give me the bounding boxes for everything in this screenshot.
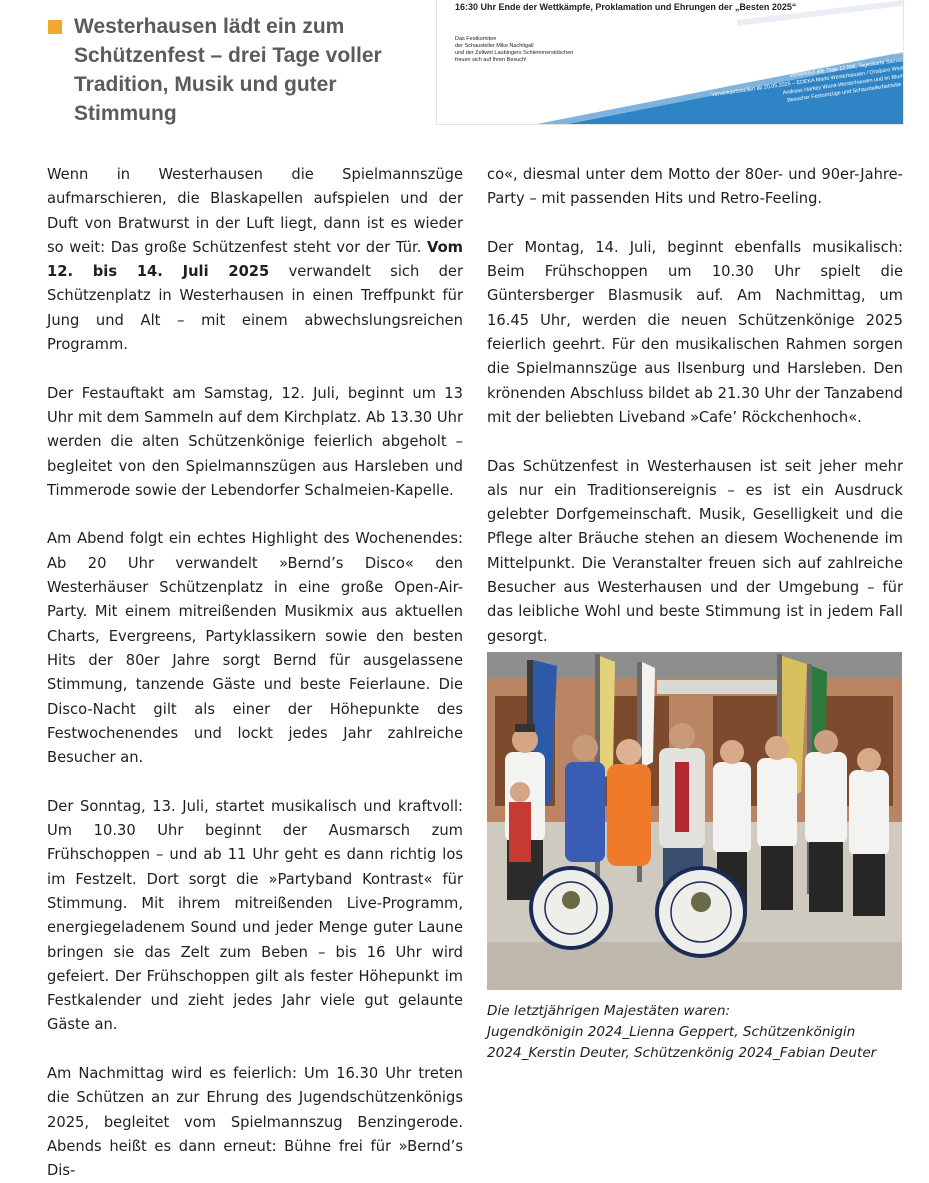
event-flyer-image — [437, 0, 929, 124]
article-paragraph — [47, 163, 463, 357]
headline-line: Schützenfest – drei Tage voller — [74, 44, 382, 67]
group-photo — [487, 652, 902, 990]
flyer-committee-text: Das Festkomitee der Schausteller Mike Nachtigall und der Zeltwirt Laubingers Schlemmerstübchen freuen sich auf Ihren Besuch! — [455, 36, 574, 63]
article-paragraph — [487, 455, 903, 649]
article-paragraph — [487, 163, 903, 212]
headline-marker — [48, 20, 62, 34]
paragraph-text: Am Nachmittag wird es feierlich: Um 16.30 Uhr treten die Schützen an zur Ehrung des Jugendschützenkönigs 2025, begleitet vom Spielmannszug Benzingerode. Abends heißt es dann erneut: Bühne frei für »Bernd’s Dis- — [47, 1064, 463, 1180]
headline-line: Westerhausen lädt ein zum — [74, 15, 345, 38]
headline-line: Stimmung — [74, 102, 177, 125]
headline-line: Tradition, Musik und guter — [74, 73, 337, 96]
article-paragraph — [47, 1062, 463, 1183]
article-column-left — [47, 163, 463, 1183]
caption-line: 2024_Kerstin Deuter, Schützenkönig 2024_Fabian Deuter — [487, 1045, 877, 1061]
article-paragraph — [47, 382, 463, 503]
paragraph-text: Der Sonntag, 13. Juli, startet musikalisch und kraftvoll: Um 10.30 Uhr beginnt der Ausmarsch zum Frühschoppen – und ab 11 Uhr geht es dann richtig los im Festzelt. Dort sorgt die »Partyband Kontrast« für Stimmung. Mit ihrem mitreißenden Live-Programm, energiegeladenem Sound und jeder Menge guter Laune bringen sie das Zelt zum Beben – bis 16 Uhr wird gefeiert. Der Frühschoppen gilt als fester Höhepunkt im Festkalender und zieht jedes Jahr viele gut gelaunte Gäste an. — [47, 797, 463, 1034]
group-photo-illustration — [487, 652, 902, 990]
emphasized-date: Vom 12. bis 14. Juli 2025 — [47, 238, 463, 281]
flyer-schedule-line: 16:30 Uhr Ende der Wettkämpfe, Proklamation und Ehrungen der „Besten 2025“ — [455, 2, 797, 12]
headline — [74, 12, 434, 128]
paragraph-text: Das Schützenfest in Westerhausen ist seit jeher mehr als nur ein Traditionsereignis – es ist ein Ausdruck gelebter Dorfgemeinschaft. Musik, Geselligkeit und die Pflege alter Bräuche stehen an diesem Wochenende im Mittelpunkt. Die Veranstalter freuen sich auf zahlreiche Besucher aus Westerhausen und der Umgebung – für das leibliche Wohl und beste Stimmung ist in jedem Fall gesorgt. — [487, 457, 903, 645]
paragraph-text: co«, diesmal unter dem Motto der 80er- und 90er-Jahre-Party – mit passenden Hits und Retro-Feeling. — [487, 166, 903, 208]
flyer-ticket-info: Eintrittspreise ab 16 Jahre! Platzverkauf alle Tage 15,00€ inkl. Tanzabenden Vorverkauf alle Tage 12,00€, Tageskarte Samstag 07,00€ Vorverkaufsstellen ab 20.05.2025 – EDEKA Markt Westerhausen / Ortsbüro Westerhausen Andreas Harkey Wurst-Westerhausen und im Blumenverkauf Besucher Festumzüge und Schaustellerbetriebe Eintritt frei! — [711, 38, 929, 104]
article-paragraph — [47, 795, 463, 1038]
photo-caption — [487, 1001, 907, 1064]
paragraph-text: verwandelt sich der Schützenplatz in Westerhausen in einen Treffpunkt für Jung und Alt – mit einem abwechslungsreichen Programm. — [47, 263, 464, 354]
paragraph-text: Der Festauftakt am Samstag, 12. Juli, beginnt um 13 Uhr mit dem Sammeln auf dem Kirchplatz. Ab 13.30 Uhr werden die alten Schützenkönige feierlich abgeholt – begleitet von den Spielmannszügen aus Harsleben und Timmerode sowie der Lebendorfer Schalmeien-Kapelle. — [47, 384, 463, 499]
article-column-right — [487, 163, 903, 649]
paragraph-text: Am Abend folgt ein echtes Highlight des Wochenendes: Ab 20 Uhr verwandelt »Bernd’s Disco« den Westerhäuser Schützenplatz in eine große Open-Air-Party. Mit einem mitreißenden Musikmix aus aktuellen Charts, Evergreens, Partyklassikern sowie den besten Hits der 80er Jahre sorgt Bernd für ausgelassene Stimmung, tanzende Gäste und beste Feierlaune. Die Disco-Nacht gilt als einer der Höhepunkte des Festwochenendes und lockt jedes Jahr zahlreiche Besucher an. — [47, 530, 463, 767]
caption-line: Die letztjährigen Majestäten waren: — [487, 1003, 731, 1019]
paragraph-text: Der Montag, 14. Juli, beginnt ebenfalls musikalisch: Beim Frühschoppen um 10.30 Uhr spielt die Güntersberger Blasmusik auf. Am Nachmittag, um 16.45 Uhr, werden die neuen Schützenkönige 2025 feierlich geehrt. Für den musikalischen Rahmen sorgen die Spielmannszüge aus Ilsenburg und Harsleben. Den krönenden Abschluss bildet ab 21.30 Uhr der Tanzabend mit der beliebten Liveband »Cafe’ Röckchenhoch«. — [487, 238, 903, 426]
paragraph-text: Wenn in Westerhausen die Spielmannszüge aufmarschieren, die Blaskapellen aufspielen und der Duft von Bratwurst in der Luft liegt, dann ist es wieder so weit: Das große Schützenfest steht vor der Tür. — [47, 166, 463, 256]
caption-line: Jugendkönigin 2024_Lienna Geppert, Schützenkönigin — [487, 1024, 856, 1040]
article-paragraph — [47, 527, 463, 770]
article-paragraph — [487, 236, 903, 430]
